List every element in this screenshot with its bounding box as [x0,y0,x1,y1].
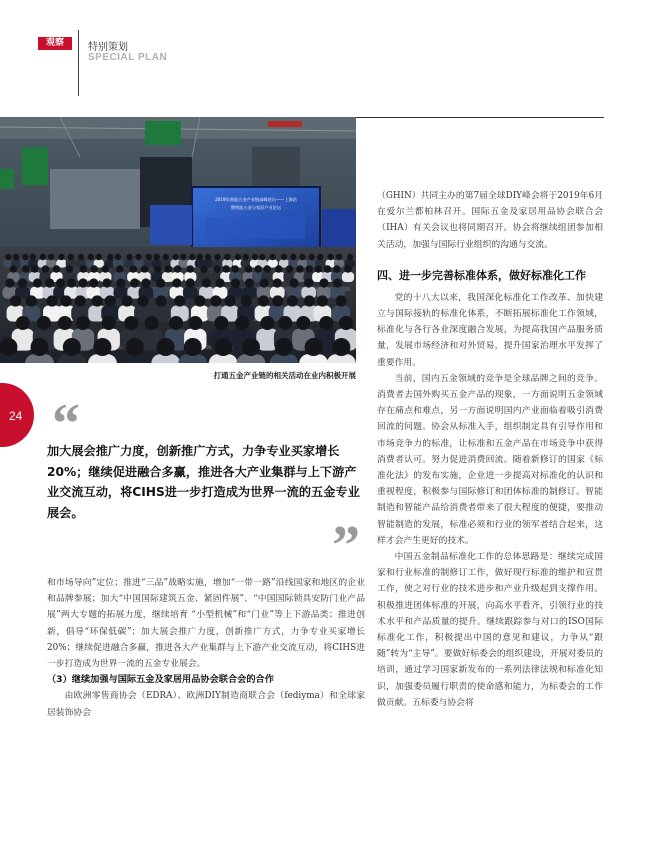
audience-head [42,265,50,273]
left-paragraph-2: 由欧洲零售商协会（EDRA）、欧洲DIY制造商联合会（fediyma）和全球家居装饰协会 [47,691,365,718]
audience-head [146,254,152,260]
audience-head [5,254,11,260]
audience-head [78,254,84,260]
audience-head [327,254,333,260]
audience-head [333,265,341,273]
audience-head [289,278,298,287]
audience-head [273,278,282,287]
audience-head [189,254,195,260]
audience-head [10,295,21,306]
audience-head [231,265,239,273]
audience-head [135,254,141,260]
audience-head [31,338,49,356]
audience-head [272,295,283,306]
audience-head [107,254,113,260]
audience-head [92,295,103,306]
audience-head [314,265,322,273]
audience-head [304,295,315,306]
audience-head [40,254,46,260]
audience-head [33,278,42,287]
audience-head [45,278,54,287]
top-rule [356,117,604,118]
audience-head [163,254,169,260]
right-paragraph-1: （GHIN）共同主办的第7届全球DIY峰会将于2019年6月在爱尔兰都柏林召开。国际五金及家居用品协会联合会（IHA）有关会议也将同期召开。协会将继续组团参加相关活动，加强与国际行业组织的沟通与交流。 [377,191,603,250]
right-text-column [377,188,603,711]
audience-head [260,316,274,330]
audience-head [254,265,262,273]
audience-head [67,278,76,287]
audience-head [306,265,314,273]
audience-head [154,254,160,260]
audience-head [169,316,183,330]
audience-head [126,254,132,260]
right-paragraph-3: 当前，国内五金领域的竞争是全球品牌之间的竞争。消费者去国外购买五金产品的现象，一方面说明五金领域存在痛点和难点，另一方面说明国内产业面临着吸引消费回流的问题。协会从标准入手，组织制定具有引导作用和市场竞争力的标准，让标准和五金产品在市场竞争中获得消费者认可。努力促进消费回流。随着新修订的国家《标准化法》的发布实施，企业进一步提高对标准化的认识和重视程度，积极参与国际修订和团体标准的制修订。智能制造和智能产品给消费者带来了很大程度的便捷，要推动智能制造的发展，标准必须和行业的领军者结合起来，这样才会产生更好的技术。 [377,373,603,546]
event-photo [0,117,356,363]
audience-head [155,295,166,306]
audience-head [213,265,221,273]
audience-head [76,316,90,330]
audience-head [215,278,224,287]
audience-head [252,254,258,260]
audience-head [93,338,111,356]
close-quote-icon: ” [332,515,360,577]
audience-head [205,254,211,260]
audience-head [235,254,241,260]
audience-head [317,295,328,306]
audience-head [79,278,88,287]
audience-head [339,316,353,330]
audience-head [299,254,305,260]
audience-head [235,316,249,330]
audience-head [68,254,74,260]
audience-head [332,338,350,356]
audience-head [269,254,275,260]
audience-head [344,265,352,273]
audience-head [10,265,18,273]
audience-head [188,316,202,330]
audience-head [319,278,328,287]
audience-head [105,295,116,306]
audience-head [13,254,19,260]
audience-head [172,278,181,287]
audience-head [90,265,98,273]
audience-head [309,254,315,260]
audience-head [156,278,165,287]
audience-head [75,295,86,306]
audience-head [102,316,116,330]
audience-head [48,254,54,260]
audience-head [96,254,102,260]
audience-head [287,295,298,306]
audience-head [224,254,230,260]
audience-head [80,265,88,273]
audience-head [122,295,133,306]
left-text-column [47,575,365,721]
audience-head [333,278,342,287]
audience-head [286,265,294,273]
audience-head [245,278,254,287]
section-tag: 观察 [38,37,72,50]
audience-head [63,338,81,356]
audience-head [317,254,323,260]
audience-head [53,265,61,273]
audience-head [202,278,211,287]
audience-head [164,265,172,273]
banner-text-1: 2019年智能五金产业链高峰论坛——上海站 [215,197,297,202]
audience-head [154,265,162,273]
audience-head [278,316,292,330]
audience-head [242,338,260,356]
audience-head [200,265,208,273]
open-quote-icon: “ [52,393,80,455]
audience-head [22,265,30,273]
audience-head [304,278,313,287]
audience-head [296,316,310,330]
audience-head [231,278,240,287]
audience-head [89,278,98,287]
right-paragraph-4: 中国五金制品标准化工作的总体思路是：继续完成国家和行业标准的制修订工作，做好现行标准的维护和宣贯工作，使之对行业的技术进步和产业升级起到支撑作用。积极推进团体标准的开展，向高水平看齐，引领行业的技术水平和产品质量的提升。继续跟踪参与对口的ISO国际标准化工作，积极提出中国的意见和建议，力争从“跟随”转为“主导”。要做好标委会的组织建设，开展对委员的培训，通过学习国家新发布的一系列法律法规和标准化知识，加强委员履行职责的使命感和能力，为标委会的工作做贡献。五标委与协会将 [377,552,603,708]
photo-caption: 打通五金产业链的相关活动在业内积极开展 [213,371,356,380]
audience-head [116,278,125,287]
pull-quote: 加大展会推广力度，创新推广方式，力争专业买家增长20%；继续促进融合多赢，推进各大产业集群与上下游产业交流互动，将CIHS进一步打造成为世界一流的五金专业展会。 [47,444,360,520]
right-paragraph-2: 党的十八大以来，我国深化标准化工作改革、加快建立与国际接轨的标准化体系，不断拓展标准化工作领域，标准化与各行各业深度融合发展，为提高我国产品服务质量，发展市场经济和对外贸易，提升国家治理水平发挥了重要作用。 [377,292,603,368]
audience-head [214,316,228,330]
audience-head [258,295,269,306]
column-title-en: SPECIAL PLAN [88,52,168,63]
audience-head [194,295,205,306]
audience-head [58,316,72,330]
audience-head [116,265,124,273]
audience-head [137,295,148,306]
audience-head [31,265,39,273]
audience-head [347,254,353,260]
audience-head [88,254,94,260]
audience-head [172,254,178,260]
audience-head [60,295,71,306]
audience-head [126,338,144,356]
audience-head [186,265,194,273]
audience-head [180,254,186,260]
audience-head [296,265,304,273]
audience-head [319,316,333,330]
audience-head [263,265,271,273]
audience-head [241,295,252,306]
column-title-cn: 特别策划 [88,42,128,53]
audience-head [335,295,346,306]
audience-head [5,278,14,287]
audience-head [30,254,36,260]
audience-head [58,254,64,260]
audience-head [130,278,139,287]
audience-head [22,254,28,260]
header-divider [78,30,79,96]
audience-body [183,287,198,299]
audience-head [245,265,253,273]
audience-head [115,254,121,260]
audience-head [141,278,150,287]
audience-head [259,254,265,260]
audience-head [102,278,111,287]
audience-head [281,254,287,260]
audience-head [224,295,235,306]
audience-head [26,295,37,306]
audience-head [141,265,149,273]
audience-head [66,265,74,273]
audience-head [157,338,175,356]
audience-head [275,265,283,273]
audience-head [214,254,220,260]
banner-text-2: 暨智能五金与家居产业论坛 [230,205,282,210]
audience-head [259,278,268,287]
audience-head [197,254,203,260]
audience-head [214,338,232,356]
audience-head [18,278,27,287]
audience-head [16,316,30,330]
audience-head [186,278,195,287]
audience-head [124,316,138,330]
audience-head [174,295,185,306]
left-subheading: （3）继续加强与国际五金及家居用品协会联合会的合作 [47,674,274,686]
audience-head [46,295,57,306]
audience-head [324,265,332,273]
audience-head [184,338,202,356]
audience-head [0,338,17,356]
audience-head [210,295,221,306]
page-number: 24 [9,409,23,423]
audience-head [145,316,159,330]
audience-head [174,265,182,273]
audience-head [290,254,296,260]
audience-head [243,254,249,260]
audience-head [37,316,51,330]
audience-head [102,265,110,273]
audience-head [222,265,230,273]
audience-body [342,272,354,282]
audience-head [275,338,293,356]
audience-head [129,265,137,273]
audience-head [336,254,342,260]
left-paragraph-1: 和市场导向”定位；推进“三品”战略实施，增加“一带一路”沿线国家和地区的企业和品牌参展；加大“中国国际建筑五金、紧固件展”、“中国国际锁具安防门业产品展”两大专题的拓展力度，继续培育 “小型机械”和“门业”等上下游品类；推进创新，倡导“环保低碳”；加大展会推广力度，创新推广方式，力争专业买家增长20%；继续促进融合多赢，推进各大产业集群与上下游产业交流互动，将CIHS进一步打造成为世界一流的五金专业展会。 [47,578,365,670]
audience-head [305,338,323,356]
section-heading: 四、进一步完善标准体系，做好标准化工作 [377,268,586,282]
audience-head [56,278,65,287]
